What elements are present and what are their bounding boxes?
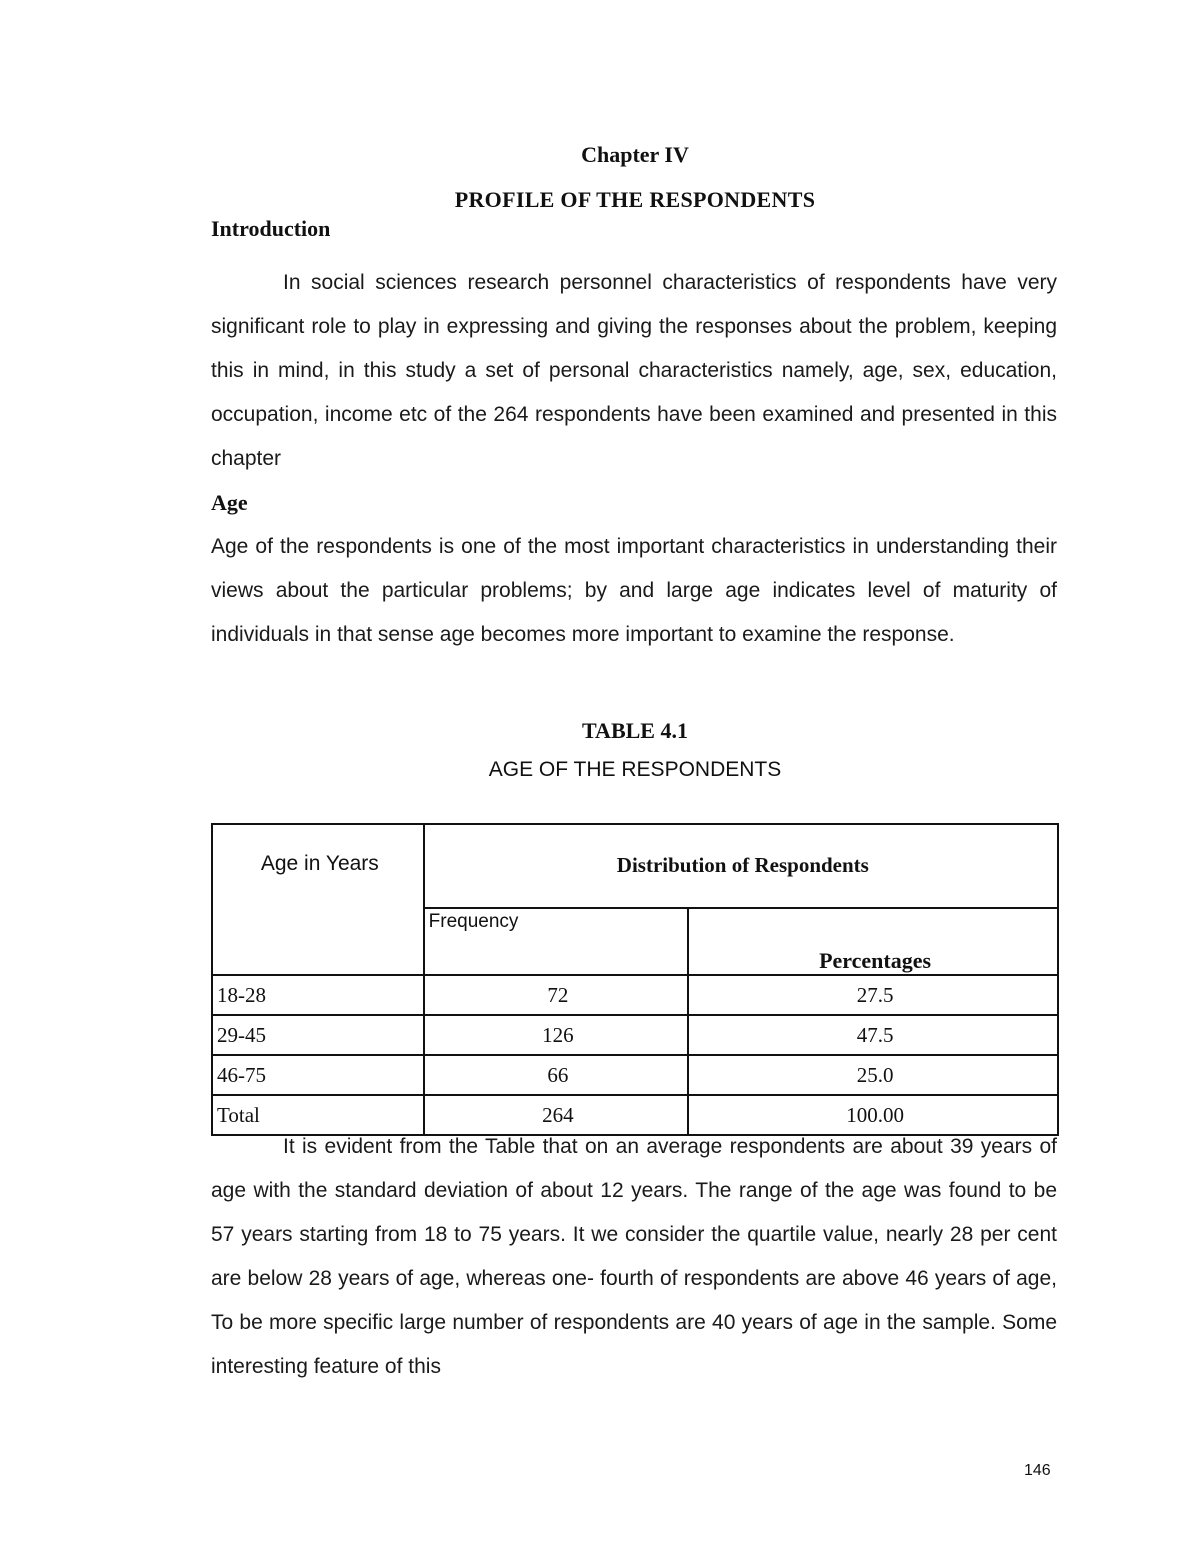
cell-percentage: 100.00 bbox=[688, 1095, 1058, 1135]
table-label: TABLE 4.1 bbox=[582, 718, 688, 743]
cell-age: Total bbox=[212, 1095, 424, 1135]
cell-frequency: 126 bbox=[424, 1015, 689, 1055]
page-number: 146 bbox=[1024, 1462, 1051, 1479]
header-age-in-years: Age in Years bbox=[212, 824, 424, 975]
cell-frequency: 66 bbox=[424, 1055, 689, 1095]
cell-percentage: 27.5 bbox=[688, 975, 1058, 1015]
analysis-paragraph: It is evident from the Table that on an average respondents are about 39 years of age with the standard deviation of about 12 years. The range of the age was found to be 57 years starting from 18 to 75 years. It we consider the quartile value, nearly 28 per cent are below 28 years of age, whereas one- fourth of respondents are above 46 years of age, To be more specific large number of respondents are 40 years of age in the sample. Some interesting feature of this bbox=[211, 1135, 1057, 1378]
cell-frequency: 72 bbox=[424, 975, 689, 1015]
cell-age: 18-28 bbox=[212, 975, 424, 1015]
page-title: PROFILE OF THE RESPONDENTS bbox=[454, 187, 816, 212]
cell-age: 46-75 bbox=[212, 1055, 424, 1095]
table-row bbox=[212, 1015, 1058, 1055]
age-distribution-table bbox=[211, 823, 1059, 1136]
cell-age: 29-45 bbox=[212, 1015, 424, 1055]
age-paragraph: Age of the respondents is one of the most important characteristics in understanding their views about the particular problems; by and large age indicates level of maturity of individuals in that sense age becomes more important to examine the response. bbox=[211, 535, 1057, 646]
header-percentages: Percentages bbox=[688, 908, 1058, 975]
header-distribution: Distribution of Respondents bbox=[424, 824, 1058, 908]
cell-percentage: 25.0 bbox=[688, 1055, 1058, 1095]
introduction-heading: Introduction bbox=[211, 216, 331, 241]
table-row bbox=[212, 975, 1058, 1015]
header-frequency: Frequency bbox=[424, 908, 689, 975]
cell-percentage: 47.5 bbox=[688, 1015, 1058, 1055]
introduction-paragraph: In social sciences research personnel characteristics of respondents have very significant role to play in expressing and giving the responses about the problem, keeping this in mind, in this study a set of personal characteristics namely, age, sex, education, occupation, income etc of the 264 respondents have been examined and presented in this chapter bbox=[211, 271, 1057, 470]
table-caption: AGE OF THE RESPONDENTS bbox=[488, 758, 782, 781]
chapter-title: Chapter IV bbox=[581, 142, 689, 167]
table-row bbox=[212, 1055, 1058, 1095]
age-heading: Age bbox=[211, 490, 248, 515]
cell-frequency: 264 bbox=[424, 1095, 689, 1135]
